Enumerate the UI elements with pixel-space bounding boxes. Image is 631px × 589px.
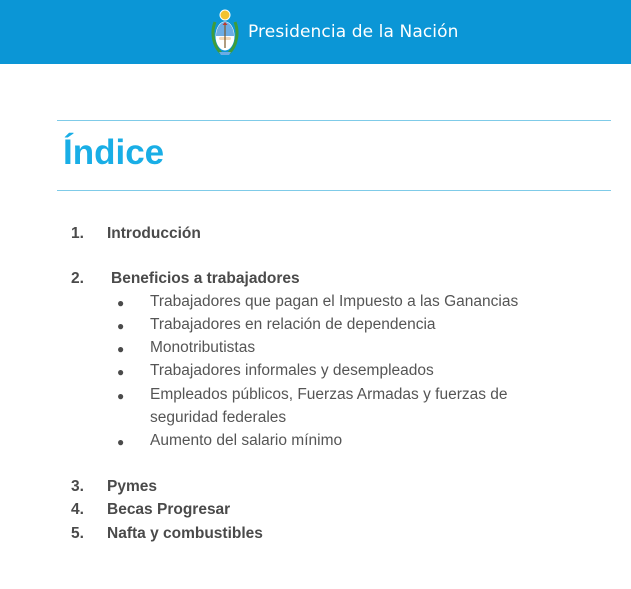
bullet-icon: ●	[117, 365, 125, 379]
toc-subitem[interactable]: Trabajadores que pagan el Impuesto a las Ganancias	[150, 293, 519, 310]
section-number: 4.	[71, 501, 84, 518]
bullet-icon: ●	[117, 319, 125, 333]
bullet-icon: ●	[117, 435, 125, 449]
toc-subitem-continuation[interactable]: seguridad federales	[150, 409, 287, 426]
toc-section-pymes[interactable]: Pymes	[107, 478, 157, 495]
toc-section-becas[interactable]: Becas Progresar	[107, 501, 231, 518]
bullet-icon: ●	[117, 296, 125, 310]
section-number: 1.	[71, 225, 84, 242]
brand-name: Presidencia de la Nación	[248, 22, 459, 42]
toc-subitem[interactable]: Trabajadores informales y desempleados	[150, 362, 434, 379]
section-number: 5.	[71, 525, 84, 542]
argentina-coat-of-arms-icon	[211, 8, 239, 56]
title-divider-bottom	[57, 190, 611, 191]
toc-subitem[interactable]: Empleados públicos, Fuerzas Armadas y fuerzas de	[150, 386, 508, 403]
bullet-icon: ●	[117, 342, 125, 356]
header-bar	[0, 0, 631, 64]
bullet-icon: ●	[117, 389, 125, 403]
section-number: 2.	[71, 270, 84, 287]
title-divider-top	[57, 120, 611, 121]
toc-subitem[interactable]: Aumento del salario mínimo	[150, 432, 343, 449]
toc-subitem[interactable]: Trabajadores en relación de dependencia	[150, 316, 436, 333]
toc-section-beneficios[interactable]: Beneficios a trabajadores	[111, 270, 300, 287]
brand[interactable]	[211, 6, 459, 58]
section-number: 3.	[71, 478, 84, 495]
toc-subitem[interactable]: Monotributistas	[150, 339, 256, 356]
page-title: Índice	[63, 133, 165, 172]
toc-section-introduccion[interactable]: Introducción	[107, 225, 201, 242]
toc-section-nafta[interactable]: Nafta y combustibles	[107, 525, 263, 542]
